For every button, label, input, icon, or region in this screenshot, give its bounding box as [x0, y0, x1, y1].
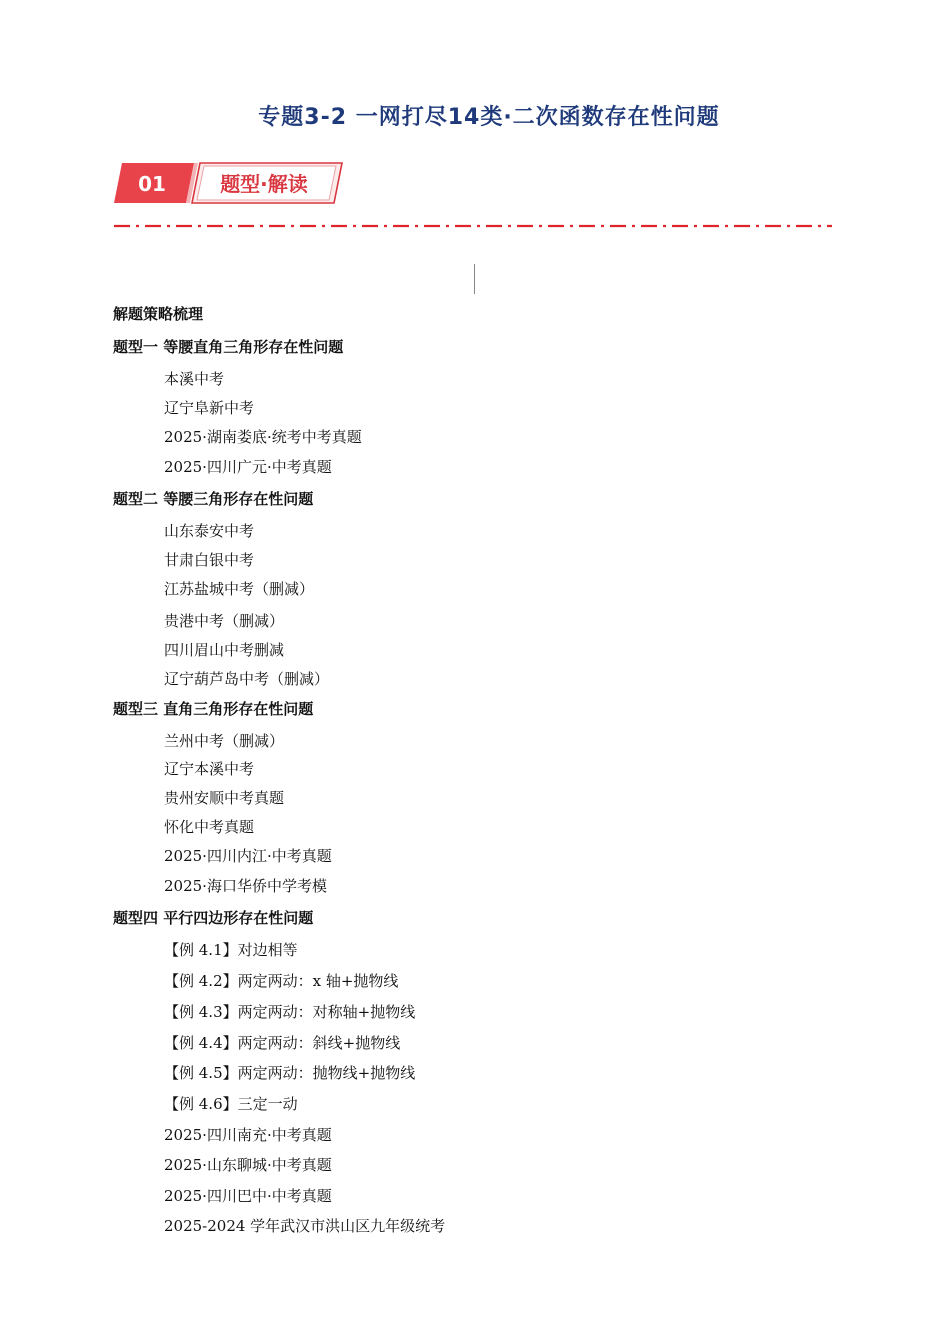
- toc-heading[interactable]: 题型三 直角三角形存在性问题: [113, 700, 314, 718]
- toc-item[interactable]: 四川眉山中考删减: [164, 641, 285, 659]
- toc-item[interactable]: 江苏盐城中考（删减）: [164, 580, 315, 598]
- text-cursor-mark: [474, 264, 475, 294]
- toc-item[interactable]: 甘肃白银中考: [164, 551, 255, 569]
- toc-item[interactable]: 山东泰安中考: [164, 522, 255, 540]
- toc-item[interactable]: 2025·四川内江·中考真题: [164, 847, 332, 865]
- toc-heading[interactable]: 题型四 平行四边形存在性问题: [113, 909, 314, 927]
- toc-heading[interactable]: 解题策略梳理: [113, 305, 204, 323]
- toc-item[interactable]: 2025·四川南充·中考真题: [164, 1126, 332, 1144]
- toc-item[interactable]: 2025·海口华侨中学考模: [164, 877, 327, 895]
- toc-item[interactable]: 辽宁阜新中考: [164, 399, 255, 417]
- toc-item[interactable]: 2025·山东聊城·中考真题: [164, 1156, 332, 1174]
- dashed-divider: [114, 224, 832, 228]
- toc-item[interactable]: 2025-2024 学年武汉市洪山区九年级统考: [164, 1217, 446, 1235]
- toc-item[interactable]: 兰州中考（删减）: [164, 732, 285, 750]
- banner-number: 01: [138, 172, 166, 196]
- toc-item[interactable]: 辽宁葫芦岛中考（删减）: [164, 670, 330, 688]
- banner-label: 题型·解读: [220, 172, 308, 196]
- document-title: 专题3-2 一网打尽14类·二次函数存在性问题: [258, 105, 720, 130]
- toc-heading[interactable]: 题型二 等腰三角形存在性问题: [113, 490, 314, 508]
- toc-item[interactable]: 【例 4.1】对边相等: [164, 941, 298, 959]
- toc-item[interactable]: 贵州安顺中考真题: [164, 789, 285, 807]
- toc-item[interactable]: 【例 4.6】三定一动: [164, 1095, 298, 1113]
- toc-item[interactable]: 辽宁本溪中考: [164, 760, 255, 778]
- toc-item[interactable]: 2025·湖南娄底·统考中考真题: [164, 428, 362, 446]
- toc-item[interactable]: 贵港中考（删减）: [164, 612, 285, 630]
- toc-item[interactable]: 【例 4.3】两定两动：对称轴+抛物线: [164, 1003, 416, 1021]
- toc-item[interactable]: 【例 4.4】两定两动：斜线+抛物线: [164, 1034, 401, 1052]
- toc-item[interactable]: 怀化中考真题: [164, 818, 255, 836]
- toc-item[interactable]: 2025·四川巴中·中考真题: [164, 1187, 332, 1205]
- toc-item[interactable]: 2025·四川广元·中考真题: [164, 458, 332, 476]
- section-banner: [114, 160, 346, 206]
- toc-item[interactable]: 【例 4.5】两定两动：抛物线+抛物线: [164, 1064, 416, 1082]
- toc-item[interactable]: 本溪中考: [164, 370, 225, 388]
- toc-heading[interactable]: 题型一 等腰直角三角形存在性问题: [113, 338, 344, 356]
- toc-item[interactable]: 【例 4.2】两定两动：x 轴+抛物线: [164, 972, 399, 990]
